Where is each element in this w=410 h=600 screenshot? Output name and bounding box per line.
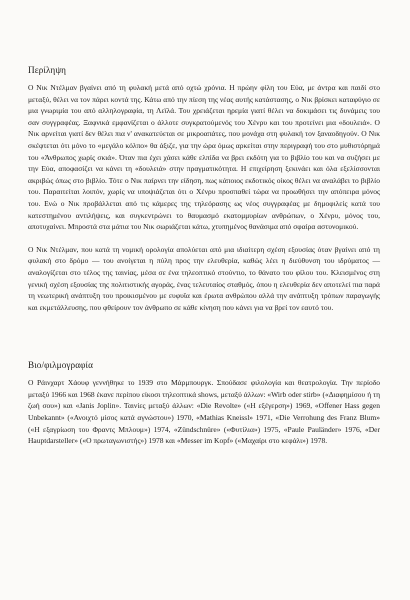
summary-paragraph-1: Ο Νικ Ντέλμαν βγαίνει από τη φυλακή μετά από οχτώ χρόνια. Η πρώην φίλη του Εύα, με άντρα και παιδί στο μεταξύ, θέλει να τον πάρει κοντά της. Κάτω από την πίεση της νέας αυτής κατάστασης, ο Νικ βρίσκει καταφύγιο σε μια γνωριμία του από αλληλογραφία, τη Λεϊλά. Του χρειάζεται ηρεμία γιατί θέλει να δοκιμάσει τις δυνάμεις του σαν συγγραφέας. Ξαφνικά εμφανίζεται ο άλλοτε συγκρατούμενός του Χένρυ και του προτείνει μια «δουλειά». Ο Νικ αρνείται γιατί δεν θέλει πια ν' ανακατεύεται σε μικροαπάτες, που μονάχα στη φυλακή τον ξαναοδηγούν. Ο Νικ σκέφτεται ότι μόνο το «μεγάλο κόλπο» θα άξιζε, για την ώρα όμως αρκείται στην περιγραφή του στο μυθιστόρημά του «Άνθρωπος χωρίς σκιά». Όταν πια έχει χάσει κάθε ελπίδα να βρει εκδότη για το βιβλίο του και να συζήσει με την Εύα, αποφασίζει να κάνει τη «δουλειά» στην πραγματικότητα. Η επιχείρηση ξεκινάει και όλα εξελίσσονται ακριβώς όπως στο βιβλίο. Τότε ο Νικ παίρνει την είδηση, πως κάποιος εκδοτικός οίκος θέλει να αναλάβει το βιβλίο του. Παραιτείται λοιπόν, χωρίς να υποψιάζεται ότι ο Χένρυ προσπαθεί τώρα να προωθήσει την απόπειρα μόνος του. Ενώ ο Νικ προβάλλεται από τις κάμερες της τηλεόρασης ως νέος συγγραφέας με δημοφιλείς κατά του κατεστημένου αντιλήψεις, και συγκεντρώνει το θαυμασμό εκατομμυρίων ανθρώπων, ο Χένρυ, μόνος του, αποτυχαίνει. Μπροστά στα μάτια του Νικ σωριάζεται κάτω, χτυπημένος θανάσιμα από σφαίρα αστυνομικού. — [28, 83, 380, 232]
summary-heading: Περίληψη — [28, 65, 67, 75]
bio-section — [28, 359, 380, 447]
bio-heading: Βιο/φιλμογραφία — [28, 360, 94, 371]
summary-section — [28, 64, 380, 313]
bio-paragraph: Ο Ράινχαρτ Χάουφ γεννήθηκε το 1939 στο Μάρμπουργκ. Σπούδασε φιλολογία και θεατρολογία. Την περίοδο μεταξύ 1966 και 1968 έκανε περίπου είκοσι τηλεοπτικά shows, μεταξύ άλλων: «Wirb oder stirb» («Διαφημίσου ή τη ζωή σου») και «Janis Joplin». Ταινίες μεταξύ άλλων: «Die Revolte» («Η εξέγερση») 1969, «Offener Hass gegen Unbekannt» («Ανοιχτό μίσος κατά αγνώστου») 1970, «Mathias Kneissl» 1971, «Die Verrohung des Franz Blum» («Η εξαγρίωση του Φραντς Μπλουμ») 1974, «Zündschnüre» («Φυτίλια») 1975, «Paule Pauländer» 1976, «Der Hauptdarsteller» («Ο πρωταγωνιστής») 1978 και «Messer im Kopf» («Μαχαίρι στο κεφάλι») 1978. — [28, 378, 380, 446]
summary-paragraph-2: Ο Νικ Ντέλμαν, που κατά τη νομική ορολογία απολύεται από μια ιδιαίτερη σχέση εξουσίας όταν βγαίνει από τη φυλακή στο δρόμο — του ανοίγεται η πύλη προς την ελευθερία, καθώς λέει η διεύθυνση του ιδρύματος — αναλογίζεται στο τέλος της ταινίας, μέσα σε ένα τηλεοπτικό στούντιο, το θάνατο του φίλου του. Κλεισμένος στη γενική σχέση εξουσίας της πολιτιστικής αγοράς, ένας τελευταίος σταθμός, όπου η ελευθερία δεν αποτελεί πια παρά τη νεωτερική ανάπτυξη του προικισμένου με ευφυΐα και έρωτα ανθρώπου αλλά την ανάπτυξη τρόπων παραγωγής και εκμετάλλευσης, που φθείρουν τον άνθρωπο σε κάθε κίνηση που κάνει για να βρεί τον εαυτό του. — [28, 244, 380, 312]
